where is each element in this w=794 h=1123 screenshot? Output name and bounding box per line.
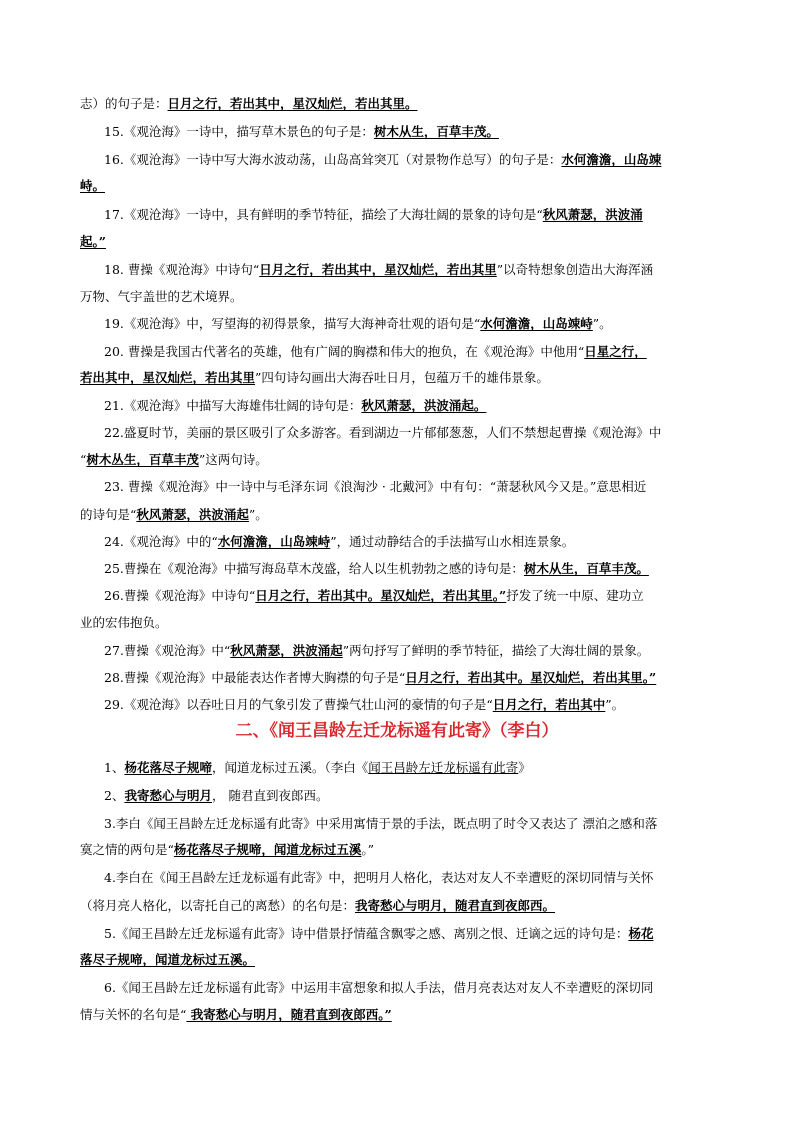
question-text: ”。 [605, 697, 625, 712]
text-line [104, 261, 653, 279]
question-text: ”这两句诗。 [198, 452, 268, 467]
underlined-title: 闻王昌龄左迁龙标遥有此寄 [368, 760, 519, 775]
answer-text: 秋风萧瑟，洪波涌 [542, 207, 643, 222]
text-line [104, 979, 653, 997]
text-line [104, 533, 574, 551]
answer-text: 起。” [80, 234, 106, 249]
text-line [104, 478, 646, 496]
text-line [80, 506, 268, 524]
answer-text: 日星之行， [584, 344, 647, 359]
answer-text: 日月之行，若出其中 [492, 697, 606, 712]
question-text: ，闻道龙标过五溪。（李白《 [211, 760, 369, 775]
question-text: 。” [361, 842, 375, 857]
answer-text: 日月之行，若出其中。星汉灿烂，若出其里。” [405, 670, 657, 685]
question-text: 》 [518, 760, 531, 775]
question-text: 抒发了统一中原、建功立 [506, 588, 644, 603]
question-text: 的诗句是“ [80, 507, 137, 522]
question-text: 情与关怀的名句是“ [80, 1007, 187, 1022]
text-line [80, 1006, 392, 1024]
question-text: ”两句抒写了鲜明的季节特征，描绘了大海壮阔的景象。 [342, 643, 650, 658]
question-text: 16.《观沧海》一诗中写大海水波动荡，山岛高耸突兀（对景物作总写）的句子是： [104, 152, 562, 167]
question-text: ”。 [248, 507, 268, 522]
answer-text: 杨花落尽子规啼 [124, 760, 212, 775]
text-line [104, 696, 624, 714]
question-text: 寞之情的两句是“ [80, 842, 174, 857]
question-text: 4.李白在《闻王昌龄左迁龙标遥有此寄》中，把明月人格化，表达对友人不幸遭贬的深切同情与关怀 [104, 870, 654, 885]
text-line [80, 288, 243, 306]
question-text: 15.《观沧海》一诗中，描写草木景色的句子是： [104, 124, 374, 139]
text-line [80, 233, 106, 251]
text-line [104, 123, 499, 141]
text-line [104, 397, 486, 415]
answer-text: 杨花 [628, 926, 654, 941]
question-text: 20. 曹操是我国古代著名的英雄，他有广阔的胸襟和伟大的抱负，在《观沧海》中他用“ [104, 344, 585, 359]
question-text: ”以奇特想象创造出大海浑涵 [496, 262, 654, 277]
answer-text: 树木从生，百草丰茂。 [373, 124, 499, 139]
answer-text: 树木丛生，百草丰茂 [86, 452, 199, 467]
answer-text: 日月之行，若出其中，星汉灿烂，若出其里 [259, 262, 497, 277]
question-text: 5.《闻王昌龄左迁龙标遥有此寄》诗中借景抒情蕴含飘零之感、离别之恨、迁谪之远的诗句是： [104, 926, 629, 941]
question-text: 志）的句子是： [80, 96, 168, 111]
question-text: ”。 [592, 316, 612, 331]
text-line [104, 587, 644, 605]
question-text: 22.盛夏时节，美丽的景区吸引了众多游客。看到湖边一片郁郁葱葱，人们不禁想起曹操《观沧海》中 [104, 425, 662, 440]
answer-text: 水何澹澹，山岛竦峙 [480, 316, 593, 331]
question-text: 29.《观沧海》以吞吐日月的气象引发了曹操气壮山河的豪情的句子是“ [104, 697, 493, 712]
text-line [104, 560, 649, 578]
text-line [80, 369, 549, 387]
text-line [104, 315, 612, 333]
text-line [80, 95, 418, 113]
answer-text: 秋风萧瑟，洪波涌起。 [361, 398, 487, 413]
text-line [104, 669, 656, 687]
question-text: ”，通过动静结合的手法描写山水相连景象。 [330, 534, 575, 549]
answer-text: 水何澹澹，山岛竦 [561, 152, 662, 167]
text-line [80, 451, 268, 469]
question-text: 2、 [104, 788, 125, 803]
question-text: 6.《闻王昌龄左迁龙标遥有此寄》中运用丰富想象和拟人手法，借月亮表达对友人不幸遭贬的深切同 [104, 980, 654, 995]
text-line [104, 642, 649, 660]
text-line [104, 206, 643, 224]
text-line [104, 424, 661, 442]
answer-text: 秋风萧瑟，洪波涌起 [230, 643, 343, 658]
text-line [104, 869, 653, 887]
question-text: ， 随君直到夜郎西。 [211, 788, 329, 803]
text-line [104, 759, 531, 777]
question-text: （将月亮人格化，以寄托自己的离愁）的名句是： [80, 898, 356, 913]
question-text: “ [80, 452, 87, 467]
question-text: 18. 曹操《观沧海》中诗句“ [104, 262, 260, 277]
text-line [80, 897, 555, 915]
answer-text: 我寄愁心与明月，随君直到夜郎西。” [186, 1007, 392, 1022]
question-text: 业的宏伟抱负。 [80, 615, 168, 630]
answer-text: 杨花落尽子规啼，闻道龙标过五溪 [173, 842, 362, 857]
answer-text: 若出其中，星汉灿烂，若出其里 [80, 370, 256, 385]
question-text: 27.曹操《观沧海》中“ [104, 643, 231, 658]
text-line [104, 343, 647, 361]
section-heading: 二、《闻王昌龄左迁龙标遥有此寄》（李白） [235, 721, 559, 741]
question-text: 26.曹操《观沧海》中诗句“ [104, 588, 256, 603]
text-line [104, 787, 328, 805]
text-line [104, 151, 661, 169]
text-line [80, 177, 105, 195]
text-line [104, 815, 657, 833]
question-text: 23. 曹操《观沧海》中一诗中与毛泽东词《浪淘沙 · 北戴河》中有句：“萧瑟秋风今又是。”意思相近 [104, 479, 647, 494]
question-text: 19.《观沧海》中，写望海的初得景象，描写大海神奇壮观的语句是“ [104, 316, 481, 331]
question-text: 万物、气宇盖世的艺术境界。 [80, 289, 243, 304]
question-text: 17.《观沧海》一诗中，具有鲜明的季节特征，描绘了大海壮阔的景象的诗句是“ [104, 207, 543, 222]
answer-text: 日月之行，若出其中。星汉灿烂，若出其里。” [255, 588, 507, 603]
answer-text: 日月之行，若出其中，星汉灿烂，若出其里。 [167, 96, 418, 111]
text-line [80, 841, 374, 859]
question-text: 28.曹操《观沧海》中最能表达作者博大胸襟的句子是“ [104, 670, 406, 685]
question-text: 21.《观沧海》中描写大海雄伟壮阔的诗句是： [104, 398, 362, 413]
text-line [104, 925, 653, 943]
text-line [80, 614, 168, 632]
answer-text: 峙。 [80, 178, 106, 193]
text-line [80, 951, 255, 969]
question-text: 24.《观沧海》中的“ [104, 534, 218, 549]
answer-text: 水何澹澹，山岛竦峙 [217, 534, 331, 549]
question-text: 3.李白《闻王昌龄左迁龙标遥有此寄》中采用寓情于景的手法，既点明了时令又表达了 漂泊之感和落 [104, 816, 658, 831]
answer-text: 树木从生，百草丰茂。 [523, 561, 649, 576]
answer-text: 我寄愁心与明月，随君直到夜郎西。 [355, 898, 556, 913]
question-text: 25.曹操在《观沧海》中描写海岛草木茂盛，给人以生机勃勃之感的诗句是： [104, 561, 524, 576]
answer-text: 秋风萧瑟，洪波涌起 [136, 507, 249, 522]
answer-text: 落尽子规啼，闻道龙标过五溪。 [80, 952, 256, 967]
question-text: ”四句诗勾画出大海吞吐日月，包蕴万千的雄伟景象。 [255, 370, 549, 385]
question-text: 1、 [104, 760, 125, 775]
answer-text: 我寄愁心与明月 [124, 788, 212, 803]
